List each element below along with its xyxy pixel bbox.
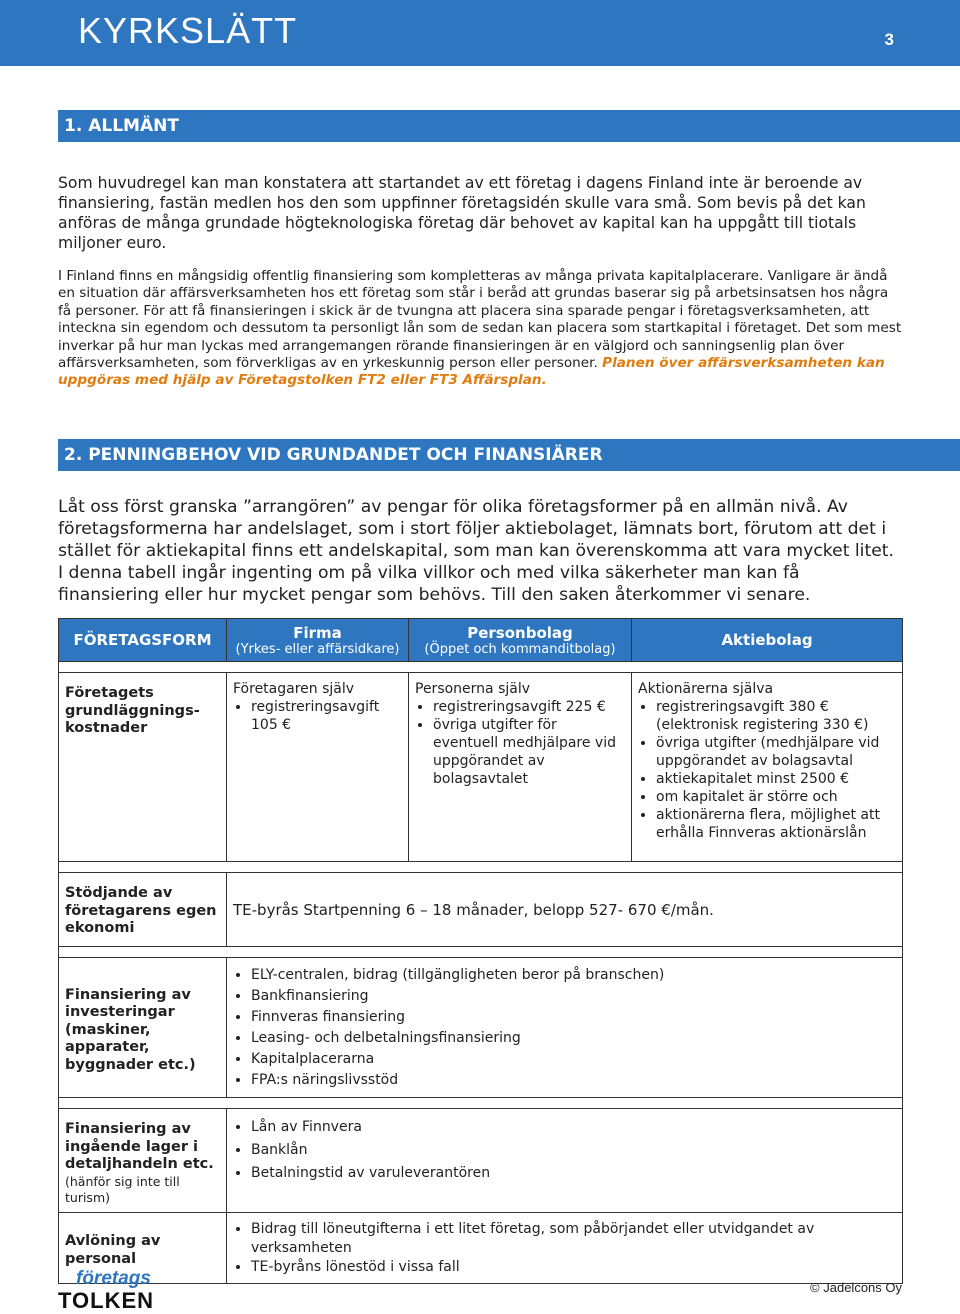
logo-line2: TOLKEN [58,1288,155,1313]
cell-aktiebolag [632,673,903,862]
cell-intro: Företagaren själv [233,681,355,697]
copyright-text: © Jadelcons Oy [810,1280,902,1295]
list-item: • ELY-centralen, bidrag (tillgängligheten beror på branschen) [251,965,896,986]
row-label: Avlöning av personal [59,1212,227,1283]
cell-list [638,698,896,842]
cell-list [233,698,402,734]
header-personbolag-sub: (Öppet och kommanditbolag) [424,641,616,657]
list-item: • aktiekapitalet minst 2500 € [656,770,896,788]
list-item: • TE-byråns lönestöd i vissa fall [251,1258,896,1277]
list-item: • övriga utgifter för eventuell medhjälpare vid uppgörandet av bolagsavtalet [433,716,625,788]
list-item: • registreringsavgift 105 € [251,698,402,734]
header-bar [0,0,960,66]
list-item: • Betalningstid av varuleverantören [251,1162,896,1185]
row-label: Finansiering av investeringar (maskiner, apparater, byggnader etc.) [59,958,227,1098]
list-item: • Bankfinansiering [251,986,896,1007]
cell-lager [227,1109,903,1213]
row-label-note: (hänför sig inte till turism) [65,1173,180,1205]
table-row-stodjande [59,873,903,947]
list-item: • aktionärerna flera, möjlighet att erhålla Finnveras aktionärslån [656,806,896,842]
row-label [59,1109,227,1213]
header-personbolag-title: Personbolag [467,623,573,642]
foretagstolken-logo [58,1268,178,1313]
table-row-grundlaggning [59,673,903,862]
paragraph-financing [58,268,904,390]
section-heading-allmant: 1. ALLMÄNT [58,110,960,142]
cell-list [415,698,625,788]
list-item: • Bidrag till löneutgifterna i ett litet företag, som påbörjandet eller utvidgandet av verksamheten [251,1220,896,1258]
page-number: 3 [884,30,894,49]
cell-startpenning: TE-byrås Startpenning 6 – 18 månader, belopp 527- 670 €/mån. [227,873,903,947]
table-spacer [59,947,903,958]
row-label: Stödjande av företagarens egen ekonomi [59,873,227,947]
list-item: • Lån av Finnvera [251,1116,896,1139]
list-item: • Kapitalplacerarna [251,1049,896,1070]
cell-list [233,1116,896,1185]
header-firma-sub: (Yrkes- eller affärsidkare) [235,641,400,657]
table-spacer [59,862,903,873]
cell-list [233,965,896,1091]
table-row-lager [59,1109,903,1213]
logo-line1: företags [76,1268,151,1289]
header-firma [227,619,409,662]
list-item: • övriga utgifter (medhjälpare vid uppgörandet av bolagsavtal [656,734,896,770]
cell-list [233,1220,896,1277]
highlight-text: Planen över affärsverksamheten kan uppgöras med hjälp av Företagstolken FT2 eller FT3 Affärsplan. [58,355,885,389]
table-spacer [59,1098,903,1109]
list-item: • Finnveras finansiering [251,1007,896,1028]
header-firma-title: Firma [293,623,342,642]
page-title: KYRKSLÄTT [78,10,298,51]
header-personbolag [409,619,632,662]
header-foretagsform: FÖRETAGSFORM [59,619,227,662]
table-row-avloning [59,1212,903,1283]
paragraph-penningbehov: Låt oss först granska ”arrangören” av pengar för olika företagsformer på en allmän nivå. Av företagsformerna har andelslaget, som i stort följer aktiebolaget, lämnats bort, förutom att det i stället för aktiekapital finns ett andelskapital, som man kan överenskomma att vara mycket litet. I denna tabell ingår ingenting om på vilka villkor och med vilka säkerheter man kan få finansiering eller hur mycket pengar som behövs. Till den saken återkommer vi senare. [58,497,894,605]
table-row-investeringar [59,958,903,1098]
row-label: Företagets grundläggnings-kostnader [59,673,227,862]
cell-avloning [227,1212,903,1283]
cell-intro: Aktionärerna själva [638,681,774,697]
row-label-text: Finansiering av ingående lager i detaljhandeln etc. [65,1121,214,1172]
cell-intro: Personerna själv [415,681,531,697]
header-aktiebolag: Aktiebolag [632,619,903,662]
list-item: • om kapitalet är större och [656,788,896,806]
cell-investeringar [227,958,903,1098]
list-item: • FPA:s näringslivsstöd [251,1070,896,1091]
paragraph-intro: Som huvudregel kan man konstatera att startandet av ett företag i dagens Finland inte är beroende av finansiering, fastän medlen hos den som uppfinner företagsidén skulle vara små. Som bevis på det kan anföras de många grundade högteknologiska företag där behovet av kapital kan ha uppgått till tiotals miljoner euro. [58,174,866,252]
section-heading-penningbehov: 2. PENNINGBEHOV VID GRUNDANDET OCH FINANSIÄRER [58,439,960,471]
list-item: • Banklån [251,1139,896,1162]
list-item: • Leasing- och delbetalningsfinansiering [251,1028,896,1049]
table-header-row [59,619,903,662]
list-item: • registreringsavgift 225 € [433,698,625,716]
table-spacer [59,662,903,673]
paragraph-financing-text: I Finland finns en mångsidig offentlig finansiering som kompletteras av många privata kapitalplacerare. Vanligare är ändå en situation där affärsverksamheten hos ett företag som står i beråd att grundas baserar sig på arbetsinsatsen hos några få personer. För att få finansieringen i skick är de tvungna att placera sina sparade pengar i företagsverksamheten, att inteckna sin egendom och dessutom ta personligt lån som de sedan kan placera som startkapital i företaget. Det som mest inverkar på hur man lyckas med arrangemangen rörande finansieringen är en välgjord och sanningsenlig plan över affärsverksamheten, som förverkligas av en yrkeskunnig person eller personer. [58,268,902,372]
cell-firma [227,673,409,862]
financing-table [58,618,903,1284]
list-item: • registreringsavgift 380 € (elektronisk registering 330 €) [656,698,896,734]
cell-personbolag [409,673,632,862]
